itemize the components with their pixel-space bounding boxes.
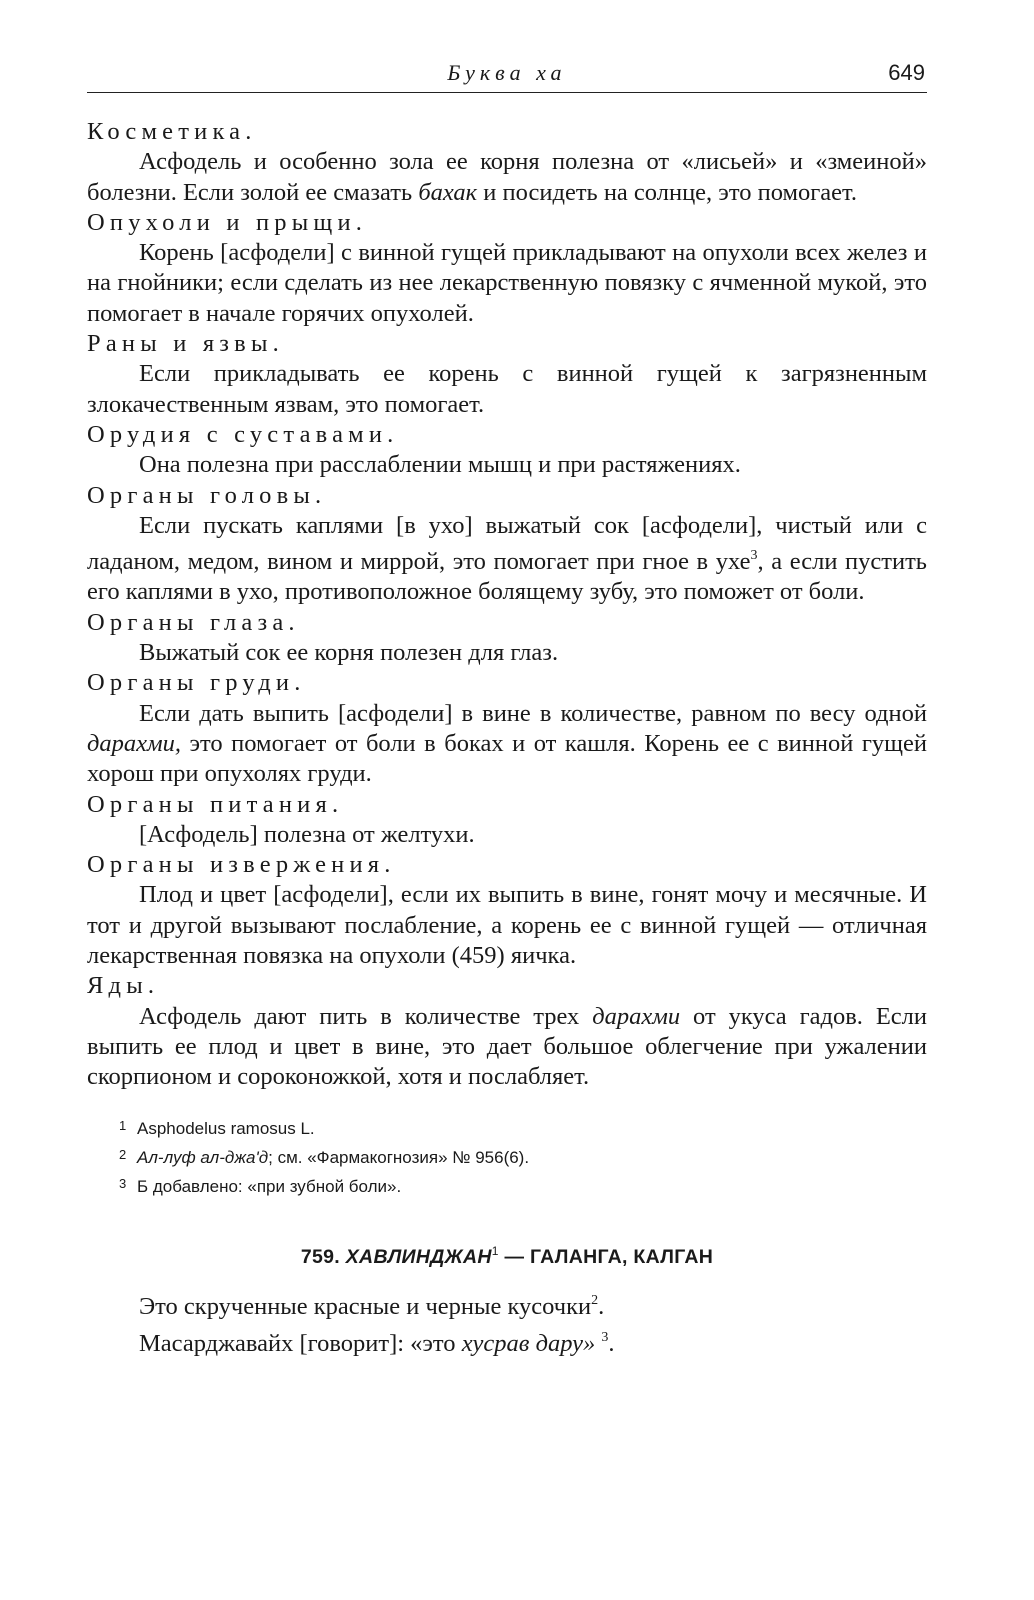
paragraph xyxy=(87,238,927,329)
rubric-heading: Раны и язвы. xyxy=(87,330,284,358)
article-body xyxy=(87,117,927,1093)
footnotes xyxy=(87,1113,927,1200)
paragraph-italic: хусрав дару» xyxy=(461,1329,596,1357)
paragraph xyxy=(87,359,927,420)
rubric-heading: Органы питания. xyxy=(87,790,344,818)
paragraph-text: . xyxy=(608,1329,615,1357)
footnote-italic: Ал-луф ал-джа'д xyxy=(137,1147,269,1167)
rubric-heading: Орудия с суставами. xyxy=(87,420,399,448)
rubric-heading: Органы извержения. xyxy=(87,851,396,879)
paragraph-text: Это скрученные красные и черные кусочки xyxy=(139,1292,592,1320)
paragraph-text: и посидеть на солнце, это помогает. xyxy=(477,178,858,206)
paragraph-italic: дарахми xyxy=(592,1002,681,1030)
footnote-text: Б добавлено: «при зубной боли». xyxy=(137,1176,402,1196)
paragraph-text: Если пускать каплями [в ухо] выжатый сок [асфодели], чистый или с ладаном, медом, вином и миррой, это помогает при гное в ухе xyxy=(87,511,927,576)
paragraph xyxy=(87,511,927,608)
paragraph xyxy=(87,1322,927,1359)
page-number: 649 xyxy=(888,60,925,85)
footnote-ref: 2 xyxy=(591,1292,599,1308)
paragraph-text: от укуса гадов. Если выпить ее плод и цвет в вине, это дает большое облегчение при ужалении скорпионом и сороконожкой, хотя и послабляет. xyxy=(87,1002,927,1091)
paragraph xyxy=(87,147,927,208)
footnote-mark: 2 xyxy=(119,1146,127,1162)
rubric-heading: Органы головы. xyxy=(87,481,327,509)
paragraph-text: Выжатый сок ее корня полезен для глаз. xyxy=(139,639,559,667)
paragraph xyxy=(87,450,927,480)
paragraph-text: Плод и цвет [асфодели], если их выпить в вине, гонят мочу и месячные. И тот и другой вызывают послабление, а корень ее с винной гущей — отличная лекарственная повязка на опухоли (459) яичка. xyxy=(87,881,927,970)
running-title: Буква ха xyxy=(447,60,567,85)
paragraph-text: Асфодель и особенно зола ее корня полезна от «лисьей» и «змеиной» болезни. Если золой ее смазать xyxy=(87,148,927,206)
running-head xyxy=(87,56,927,93)
footnote-text: Asphodelus ramosus L. xyxy=(137,1118,315,1138)
paragraph xyxy=(87,1285,927,1322)
entry-number: 759. xyxy=(300,1245,341,1268)
paragraph xyxy=(87,820,927,850)
paragraph-text: Она полезна при расслаблении мышц и при растяжениях. xyxy=(139,451,741,479)
entry-heading xyxy=(87,1244,927,1269)
entry-headword: ХАВЛИНДЖАН xyxy=(345,1245,492,1268)
paragraph-text: Масарджавайх [говорит]: «это xyxy=(139,1329,462,1357)
footnote xyxy=(119,1142,927,1171)
book-page xyxy=(87,56,927,1359)
paragraph xyxy=(87,880,927,971)
paragraph-text: Асфодель дают пить в количестве трех xyxy=(139,1002,593,1030)
footnote-mark: 3 xyxy=(119,1175,127,1191)
footnote-mark: 1 xyxy=(119,1117,127,1133)
paragraph-text: Если дать выпить [асфодели] в вине в количестве, равном по весу одной xyxy=(139,699,927,727)
paragraph-text: . xyxy=(598,1292,605,1320)
paragraph xyxy=(87,638,927,668)
footnote-text: ; см. «Фармакогнозия» № 956(6). xyxy=(268,1147,530,1167)
paragraph-italic: дарахми, xyxy=(87,729,182,757)
paragraph-text: [Асфодель] полезна от желтухи. xyxy=(139,820,475,848)
paragraph-text: это помогает от боли в боках и от кашля. Корень ее с винной гущей хорош при опухолях груди. xyxy=(87,729,927,788)
footnote xyxy=(119,1113,927,1142)
rubric-heading: Органы глаза. xyxy=(87,608,300,636)
footnote-ref: 3 xyxy=(750,548,758,564)
rubric-heading: Косметика. xyxy=(87,118,257,145)
entry-body xyxy=(87,1285,927,1359)
paragraph-italic: бахак xyxy=(418,178,478,206)
paragraph xyxy=(87,1002,927,1093)
rubric-heading: Опухоли и прыщи. xyxy=(87,208,368,236)
paragraph xyxy=(87,699,927,790)
rubric-heading: Органы груди. xyxy=(87,669,306,697)
footnote xyxy=(119,1171,927,1200)
paragraph-text: Если прикладывать ее корень с винной гущей к загрязненным злокачественным язвам, это помогает. xyxy=(87,360,927,418)
rubric-heading: Яды. xyxy=(87,972,160,1000)
footnote-ref: 3 xyxy=(601,1329,609,1345)
entry-headword-note: 1 xyxy=(491,1243,499,1258)
paragraph-text: , а если пустить его каплями в ухо, противоположное болящему зубу, это поможет от боли. xyxy=(87,548,927,606)
entry-translation: — ГАЛАНГА, КАЛГАН xyxy=(504,1245,714,1268)
paragraph-text: Корень [асфодели] с винной гущей прикладывают на опухоли всех желез и на гнойники; если сделать из нее лекарственную повязку с ячменной мукой, это помогает в начале горячих опухолей. xyxy=(87,239,927,327)
